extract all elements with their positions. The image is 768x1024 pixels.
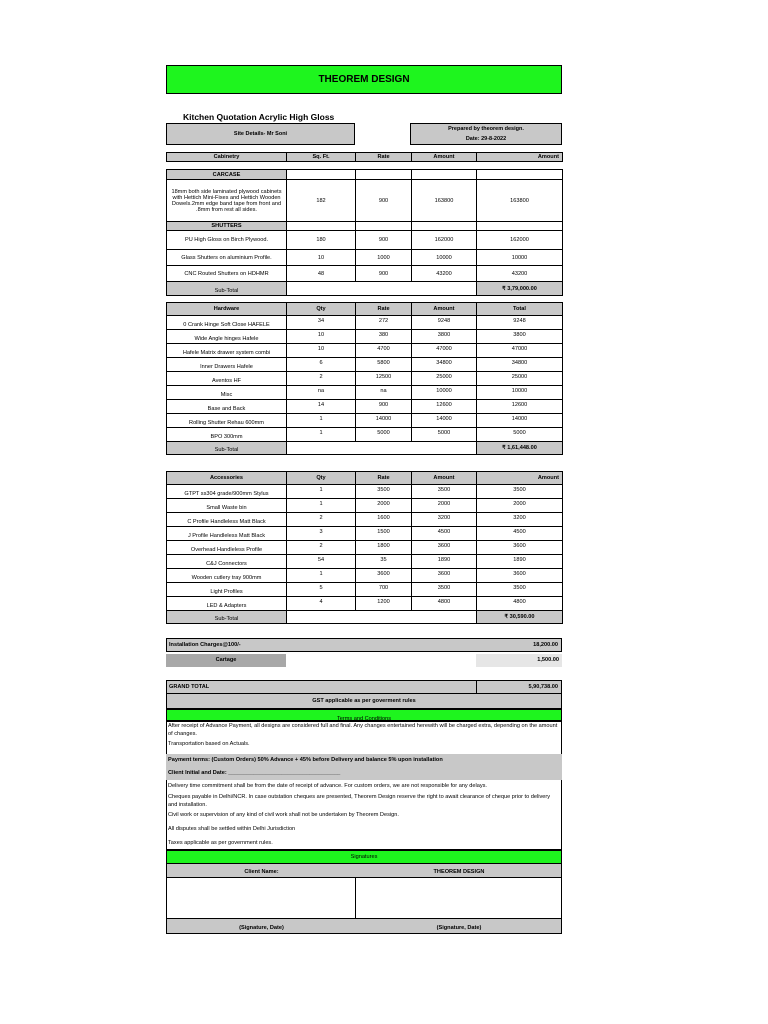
col-header: Amount [412, 153, 477, 162]
cell: 900 [356, 266, 412, 282]
item-desc: Wide Angle hinges Hafele [167, 330, 287, 344]
item-desc: CNC Routed Shutters on HDHMR [167, 266, 287, 282]
cell: 3600 [477, 569, 563, 583]
cell: 12500 [356, 372, 412, 386]
cell: 12600 [412, 400, 477, 414]
cell: 1 [287, 414, 356, 428]
term-delivery: Delivery time commitment shall be from the date of receipt of advance. For custom orders, we are not responsible for any delays. [168, 783, 487, 789]
cell: 6 [287, 358, 356, 372]
term-client-initial: Client Initial and Date: ____________________________________ [166, 767, 562, 780]
col-header: Sq. Ft. [287, 153, 356, 162]
cell: 5000 [477, 428, 563, 442]
table-row [167, 372, 563, 386]
signatures-title: Signatures [166, 850, 562, 864]
table-row [167, 231, 563, 250]
cell: 2 [287, 541, 356, 555]
cell: 10 [287, 344, 356, 358]
cell: 3500 [477, 485, 563, 499]
item-desc: PU High Gloss on Birch Plywood. [167, 231, 287, 250]
term-payment: Payment terms: (Custom Orders) 50% Advance + 45% before Delivery and balance 5% upon installation [166, 754, 562, 767]
cell: 9248 [477, 316, 563, 330]
item-desc: LED & Adapters [167, 597, 287, 611]
cell: 48 [287, 266, 356, 282]
cell: 1500 [356, 527, 412, 541]
client-name-label: Client Name: [244, 869, 279, 875]
cell: 1200 [356, 597, 412, 611]
table-row [167, 180, 563, 222]
table-row [167, 344, 563, 358]
col-header: Amount [412, 472, 477, 485]
quote-date: Date: 29-8-2022 [465, 136, 507, 142]
cell: 1890 [477, 555, 563, 569]
cell: 10000 [477, 386, 563, 400]
term-advance: After receipt of Advance Payment, all designs are considered full and final. Any changes entertained herewith will be charged extra, depending on the amount of changes. [168, 723, 558, 737]
cell: na [287, 386, 356, 400]
item-desc: Base and Back [167, 400, 287, 414]
table-row [167, 400, 563, 414]
item-desc: Aventos HF [167, 372, 287, 386]
table-row [167, 569, 563, 583]
cell: 54 [287, 555, 356, 569]
subtotal-value: ₹ 1,61,448.00 [477, 442, 563, 455]
table-row [167, 527, 563, 541]
item-desc: Rolling Shutter Rehau 600mm [167, 414, 287, 428]
cell: 3500 [412, 485, 477, 499]
table-row [167, 428, 563, 442]
cell: 10000 [477, 250, 563, 266]
table-row [167, 583, 563, 597]
cell: 900 [356, 231, 412, 250]
cell: 180 [287, 231, 356, 250]
cell: 272 [356, 316, 412, 330]
cell: 3800 [477, 330, 563, 344]
cabinetry-table [166, 152, 563, 296]
col-header: Rate [356, 472, 412, 485]
cell: 5 [287, 583, 356, 597]
prepared-by: Prepared by theorem design. [448, 126, 524, 132]
hardware-header-row [167, 303, 563, 316]
table-row [167, 250, 563, 266]
subtotal-row [167, 282, 563, 296]
cell: 5800 [356, 358, 412, 372]
sign-date-right: (Signature, Date) [436, 925, 482, 931]
item-desc: C Profile Handleless Matt Black [167, 513, 287, 527]
subtotal-label: Sub-Total [167, 611, 287, 624]
cell: 43200 [412, 266, 477, 282]
cell: 43200 [477, 266, 563, 282]
accessories-header-row [167, 472, 563, 485]
cell: 4 [287, 597, 356, 611]
table-row [167, 414, 563, 428]
cabinetry-header-row [167, 153, 563, 162]
col-header: Rate [356, 153, 412, 162]
item-desc: 18mm both side laminated plywood cabinets with Hettich Mini-Fixes and Hettich Wooden Dowels.2mm edge band tape from front and .8mm from rest all sides. [167, 180, 287, 222]
col-header: Qty [287, 472, 356, 485]
grand-total-label: GRAND TOTAL [169, 684, 210, 690]
item-desc: Misc [167, 386, 287, 400]
cell: 3600 [412, 541, 477, 555]
grand-total-row [166, 680, 562, 694]
document-title: Kitchen Quotation Acrylic High Gloss [183, 112, 335, 122]
subtotal-label: Sub-Total [167, 442, 287, 455]
signature-header [166, 864, 562, 878]
table-row [167, 386, 563, 400]
table-row [167, 541, 563, 555]
cell: 5000 [412, 428, 477, 442]
cell: 700 [356, 583, 412, 597]
cell: 2000 [356, 499, 412, 513]
cell: 10000 [412, 386, 477, 400]
cell: 34800 [477, 358, 563, 372]
item-desc: Glass Shutters on aluminium Profile. [167, 250, 287, 266]
col-header: Total [477, 303, 563, 316]
item-desc: Wooden cutlery tray 900mm [167, 569, 287, 583]
cell: 162000 [477, 231, 563, 250]
item-desc: 0 Crank Hinge Soft Close HAFELE [167, 316, 287, 330]
cell: 2 [287, 513, 356, 527]
company-banner: THEOREM DESIGN [166, 65, 562, 94]
item-desc: C&J Connectors [167, 555, 287, 569]
term-disputes: All disputes shall be settled within Delhi Jurisdiction [168, 826, 296, 832]
company-signature-box[interactable] [355, 878, 562, 919]
subtotal-row [167, 442, 563, 455]
cell: 3600 [356, 569, 412, 583]
col-header: Accessories [167, 472, 287, 485]
cell: 1 [287, 569, 356, 583]
cell: 1890 [412, 555, 477, 569]
cartage-value: 1,500.00 [476, 654, 562, 667]
cell: 10 [287, 330, 356, 344]
cell: 1800 [356, 541, 412, 555]
company-sign-label: THEOREM DESIGN [433, 869, 485, 875]
subtotal-label: Sub-Total [167, 282, 287, 296]
cell: 34 [287, 316, 356, 330]
grand-total-value: 5,90,738.00 [528, 684, 558, 690]
col-header: Hardware [167, 303, 287, 316]
table-row [167, 555, 563, 569]
item-desc: Light Profiles [167, 583, 287, 597]
cell: 14000 [356, 414, 412, 428]
cell: 4800 [412, 597, 477, 611]
cell: 3800 [412, 330, 477, 344]
cell: 25000 [477, 372, 563, 386]
cell: 12600 [477, 400, 563, 414]
subtotal-row [167, 611, 563, 624]
item-desc: Small Waste bin [167, 499, 287, 513]
cell: 162000 [412, 231, 477, 250]
cell: 14 [287, 400, 356, 414]
cell: 34800 [412, 358, 477, 372]
cell: 3200 [412, 513, 477, 527]
accessories-table [166, 471, 563, 624]
subtotal-value: ₹ 30,590.00 [477, 611, 563, 624]
site-details: Site Details- Mr Soni [166, 123, 355, 145]
table-row [167, 597, 563, 611]
table-row [167, 358, 563, 372]
terms-title: Terms and Conditions [166, 709, 562, 721]
cell: 4500 [412, 527, 477, 541]
item-desc: GTPT ss304 grade/900mm Stylus [167, 485, 287, 499]
cell: 4500 [477, 527, 563, 541]
col-header: Qty [287, 303, 356, 316]
prepared-by-box [410, 123, 562, 145]
cell: 163800 [477, 180, 563, 222]
sign-date-left: (Signature, Date) [239, 925, 284, 931]
cell: 900 [356, 400, 412, 414]
cell: 1 [287, 499, 356, 513]
col-header: Cabinetry [167, 153, 287, 162]
cell: 10000 [412, 250, 477, 266]
cell: 3600 [412, 569, 477, 583]
item-desc: BPO 300mm [167, 428, 287, 442]
cartage-label: Cartage [166, 654, 286, 667]
cell: 4700 [356, 344, 412, 358]
subtotal-value: ₹ 3,79,000.00 [477, 282, 563, 296]
table-row [167, 266, 563, 282]
cell: 163800 [412, 180, 477, 222]
cell: 47000 [477, 344, 563, 358]
cell: 14000 [477, 414, 563, 428]
gst-note: GST applicable as per goverment rules [166, 694, 562, 709]
cell: 900 [356, 180, 412, 222]
cell: 182 [287, 180, 356, 222]
cell: 3200 [477, 513, 563, 527]
item-desc: Inner Drawers Hafele [167, 358, 287, 372]
cell: 25000 [412, 372, 477, 386]
cell: 1000 [356, 250, 412, 266]
client-signature-box[interactable] [166, 878, 356, 919]
table-row [167, 513, 563, 527]
cell: 380 [356, 330, 412, 344]
cell: 1 [287, 428, 356, 442]
term-transport: Transportation based on Actuals. [168, 741, 250, 747]
cell: 5000 [356, 428, 412, 442]
carcase-label: CARCASE [167, 170, 287, 180]
signature-footer [166, 919, 562, 934]
cell: 2000 [477, 499, 563, 513]
cell: 3500 [356, 485, 412, 499]
installation-value: 18,200.00 [533, 642, 558, 648]
cell: na [356, 386, 412, 400]
col-header: Amount [477, 472, 563, 485]
cell: 3500 [412, 583, 477, 597]
col-header: Amount [477, 153, 563, 162]
cell: 3 [287, 527, 356, 541]
cell: 10 [287, 250, 356, 266]
table-row [167, 485, 563, 499]
col-header: Rate [356, 303, 412, 316]
cell: 35 [356, 555, 412, 569]
cell: 47000 [412, 344, 477, 358]
item-desc: Overhead Handleless Profile [167, 541, 287, 555]
cell: 2000 [412, 499, 477, 513]
table-row [167, 316, 563, 330]
col-header: Amount [412, 303, 477, 316]
table-row [167, 330, 563, 344]
shutters-label: SHUTTERS [167, 222, 287, 231]
cell: 2 [287, 372, 356, 386]
cell: 14000 [412, 414, 477, 428]
hardware-table [166, 302, 563, 455]
installation-label: Installation Charges@100/- [169, 642, 241, 648]
cell: 3500 [477, 583, 563, 597]
cell: 3600 [477, 541, 563, 555]
installation-row [166, 638, 562, 652]
item-desc: Hafele Matrix drawer system combi [167, 344, 287, 358]
term-civil: Civil work or supervision of any kind of civil work shall not be undertaken by Theorem Design. [168, 812, 399, 818]
cell: 4800 [477, 597, 563, 611]
term-cheques: Cheques payable in Delhi/NCR. In case outstation cheques are presented, Theorem Design reserve the right to await clearance of cheque prior to delivery and installation. [168, 794, 551, 808]
cell: 1 [287, 485, 356, 499]
item-desc: J Profile Handleless Matt Black [167, 527, 287, 541]
cell: 9248 [412, 316, 477, 330]
table-row [167, 499, 563, 513]
term-taxes: Taxes applicable as per government rules. [168, 840, 273, 846]
cell: 1600 [356, 513, 412, 527]
